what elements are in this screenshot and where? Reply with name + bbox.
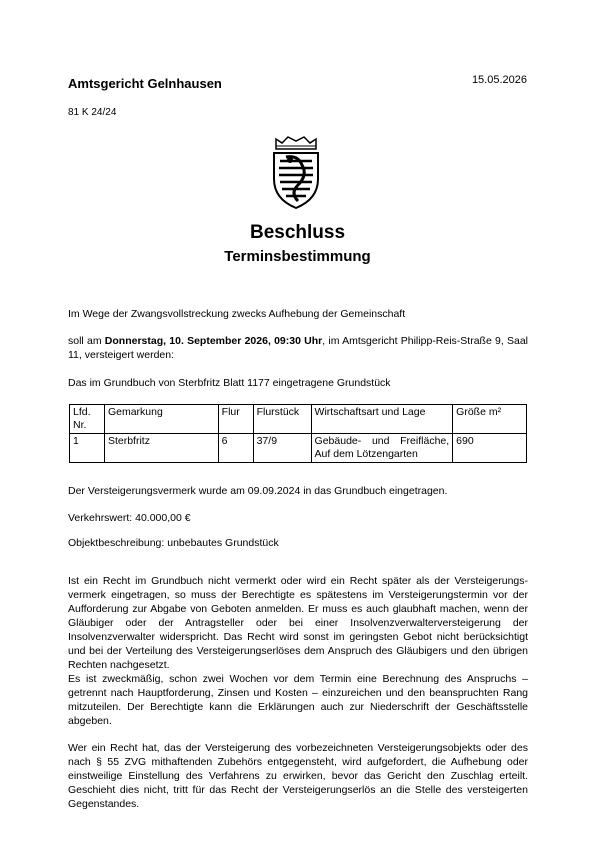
table-header-cell: Gemarkung [104,405,218,434]
table-cell: Gebäude- und Freifläche, Auf dem Lötzengarten [311,434,453,463]
table-row [70,434,527,463]
object-description: Objektbeschreibung: unbebautes Grundstück [68,537,279,549]
register-line: Das im Grundbuch von Sterbfritz Blatt 1177 eingetragene Grundstück [68,377,391,389]
table-header-cell: Flur [218,405,253,434]
auction-date: Donnerstag, 10. September 2026, 09:30 Uhr [104,335,323,347]
table-header-cell: Größe m² [453,405,527,434]
paragraph-calculation: Es ist zweckmäßig, schon zwei Wochen vor dem Termin eine Berechnung des Anspruchs – getrennt nach Hauptforderung, Zinsen und Kosten – einzureichen und den beanspruchten Rang mitzuteilen. Der Berechtigte kann die Erklärungen auch zur Niederschrift der Geschäftsstelle abgeben. [68,673,528,727]
table-header-cell: Lfd. Nr. [70,405,105,434]
table-cell: 37/9 [253,434,311,463]
document-date: 15.05.2026 [471,74,527,86]
market-value: Verkehrswert: 40.000,00 € [68,512,191,524]
property-table [69,404,527,463]
intro-text: Im Wege der Zwangsvollstreckung zwecks Aufhebung der Gemeinschaft [68,308,406,320]
file-number: 81 K 24/24 [68,107,117,118]
table-cell: Sterbfritz [104,434,218,463]
table-header-cell: Wirtschaftsart und Lage [311,405,453,434]
auction-suffix: , im Amtsgericht Philipp-Reis-Straße 9, Saal 11, versteigert werden: [68,335,529,361]
table-cell: 6 [218,434,253,463]
page-title: Beschluss [249,222,346,243]
hesse-coat-of-arms-icon [268,135,324,211]
auction-text [68,334,528,362]
table-header-row [70,405,527,434]
table-header-cell: Flurstück [253,405,311,434]
table-cell: 690 [453,434,527,463]
paragraph-objection: Wer ein Recht hat, das der Versteigerung des vorbezeichneten Versteigerungsobjekts oder des nach § 55 ZVG mithaftenden Zubehörs entgegensteht, wird aufgefordert, die Aufhebung oder einstweilige Einstellung des Verfahrens zu erwirken, bevor das Gericht den Zuschlag erteilt. Geschieht dies nicht, tritt für das Recht der Versteigerungserlös an die Stelle des versteigerten Gegenstandes. [68,742,528,810]
table-cell: 1 [70,434,105,463]
paragraph-rights: Ist ein Recht im Grundbuch nicht vermerkt oder wird ein Recht später als der Versteigerungs-vermerk eingetragen, so muss der Berechtigte es spätestens im Versteigerungstermin vor der Aufforderung zur Abgabe von Geboten anmelden. Er muss es auch glaubhaft machen, wenn der Gläubiger oder der Antragsteller oder bei einer Insolvenzverwalterversteigerung der Insolvenzverwalter widerspricht. Das Recht wird sonst im geringsten Gebot nicht berücksichtigt und bei der Verteilung des Versteigerungserlöses dem Anspruch des Gläubigers und den übrigen Rechten nachgesetzt. [68,575,528,671]
page-subtitle: Terminsbestimmung [224,248,371,265]
court-name: Amtsgericht Gelnhausen [68,76,222,91]
auction-prefix: soll am [68,335,105,347]
register-note: Der Versteigerungsvermerk wurde am 09.09.2024 in das Grundbuch eingetragen. [68,485,448,497]
